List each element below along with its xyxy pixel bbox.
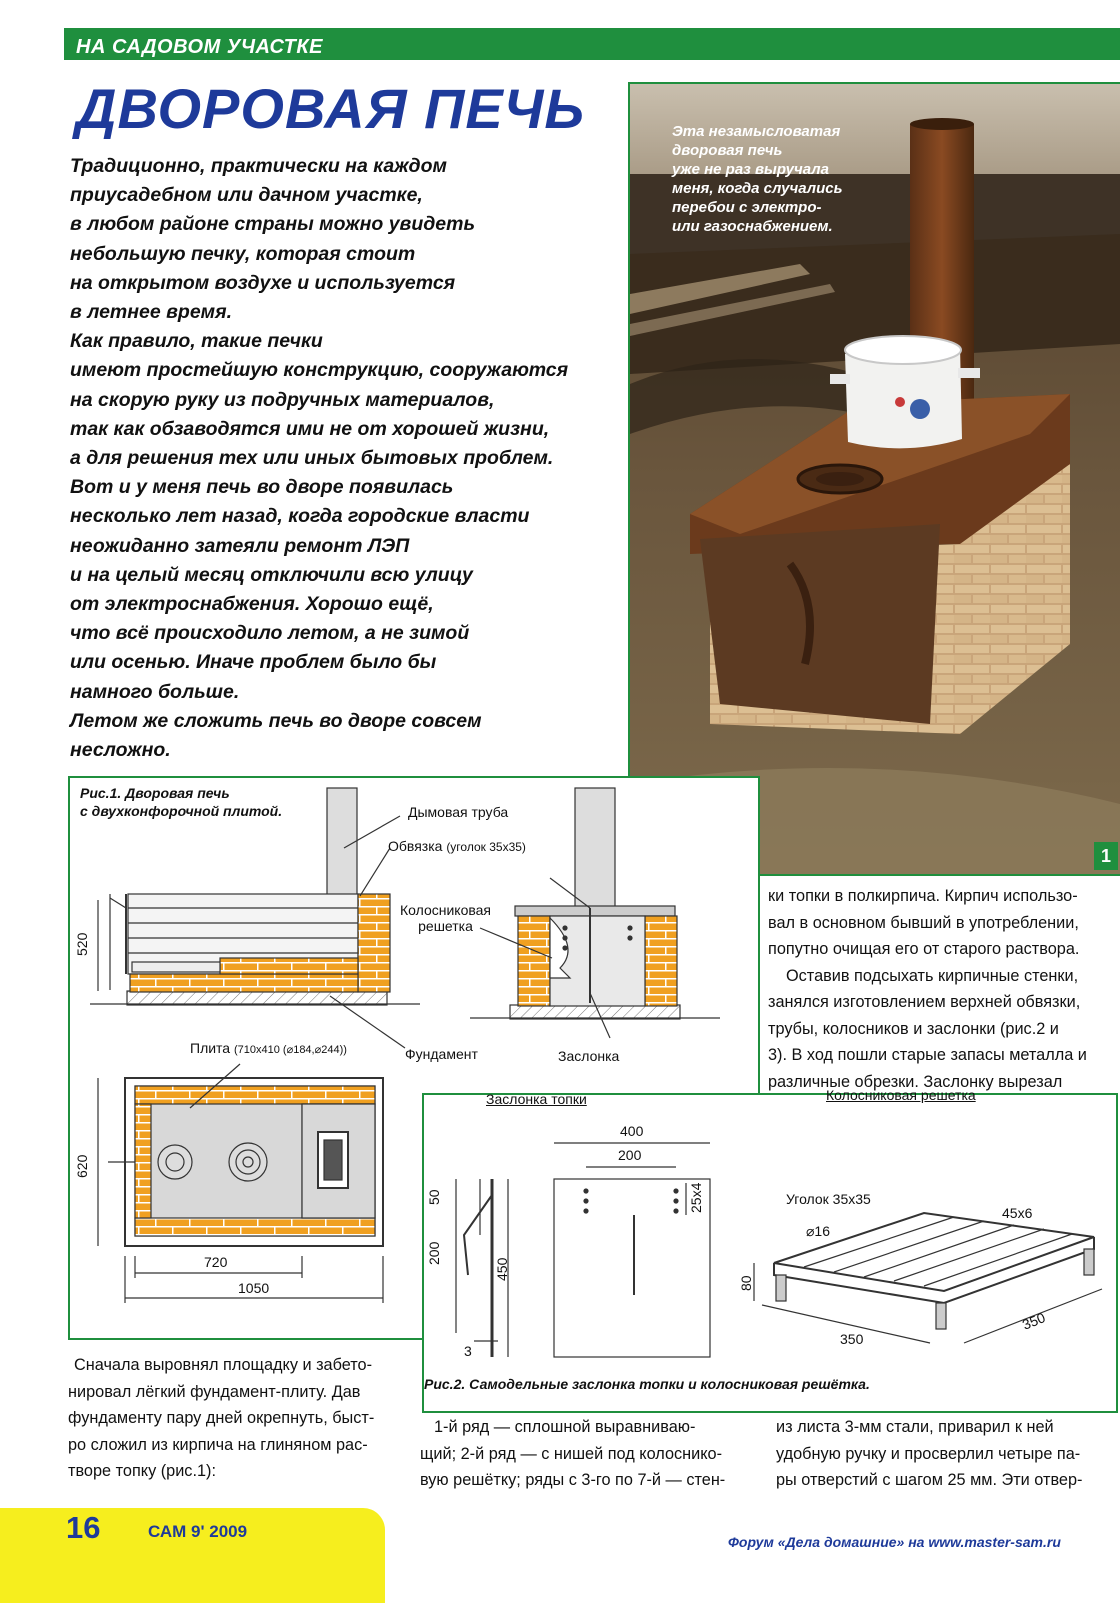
dim-25x4: 25х4: [688, 1182, 704, 1213]
dim-inner: 720: [204, 1254, 228, 1270]
figure-1-caption: [80, 784, 282, 820]
lead-line: от электроснабжения. Хорошо ещё,: [70, 593, 434, 616]
figure-2-drawing: [424, 1095, 1116, 1411]
lead-line: неожиданно затеяли ремонт ЛЭП: [70, 534, 410, 557]
body-line: щий; 2-й ряд — с нишей под колоснико-: [420, 1444, 723, 1463]
body-line: ро сложил из кирпича на глиняном рас-: [68, 1435, 368, 1454]
lead-line: намного больше.: [70, 680, 240, 703]
label-plate-text: Плита: [190, 1040, 231, 1056]
label-grate-line: решетка: [418, 918, 473, 934]
label-frame-note: (уголок 35х35): [446, 840, 526, 854]
body-line: попутно очищая его от старого раствора.: [768, 940, 1080, 958]
lead-line: несколько лет назад, когда городские власти: [70, 505, 530, 528]
lead-line: на скорую руку из подручных материалов,: [70, 388, 495, 411]
dim-total: 1050: [238, 1280, 270, 1296]
caption-line: Эта незамысловатая: [672, 123, 841, 140]
body-line: удобную ручку и просверлил четыре па-: [776, 1444, 1081, 1463]
body-line: 3). В ход пошли старые запасы металла и: [768, 1046, 1087, 1064]
lead-line: имеют простейшую конструкцию, сооружаются: [70, 359, 569, 382]
page-number: 16: [66, 1510, 101, 1545]
dim-350a: 350: [840, 1331, 864, 1347]
label-angle: Уголок 35х35: [786, 1191, 871, 1207]
label-chimney: Дымовая труба: [408, 804, 509, 820]
label-grate-line: Колосниковая: [400, 902, 492, 918]
dim-50: 50: [426, 1189, 442, 1205]
dim-3: 3: [464, 1343, 472, 1359]
lead-line: Вот и у меня печь во дворе появилась: [70, 476, 454, 499]
label-plate-note: (710х410 (⌀184,⌀244)): [233, 1044, 347, 1056]
lead-line: а для решения тех или иных бытовых проблем.: [70, 447, 554, 470]
lead-line: и на целый месяц отключили всю улицу: [70, 563, 473, 586]
page-title: ДВОРОВАЯ ПЕЧЬ: [76, 77, 586, 140]
lead-line: или осенью. Иначе проблем было бы: [70, 651, 437, 674]
caption-line: Рис.1. Дворовая печь: [80, 785, 230, 801]
lead-line: что всё происходило летом, а не зимой: [70, 622, 470, 645]
label-damper: Заслонка: [558, 1048, 620, 1064]
photo-number: 1: [1094, 842, 1118, 870]
label-plate: [190, 1040, 347, 1056]
body-line: Оставив подсыхать кирпичные стенки,: [786, 966, 1079, 985]
body-col-right-bottom: [776, 1414, 1116, 1494]
label-foundation: Фундамент: [405, 1046, 478, 1062]
lead-line: на открытом воздухе и используется: [70, 271, 456, 294]
figure-2-caption: Рис.2. Самодельные заслонка топки и колосниковая решётка.: [424, 1376, 870, 1392]
lead-line: Как правило, такие печки: [70, 330, 323, 353]
dim-dia16: ⌀16: [806, 1223, 831, 1239]
forum-link[interactable]: Форум «Дела домашние» на www.master-sam.ru: [728, 1534, 1061, 1550]
dim-200h: 200: [426, 1241, 442, 1265]
body-col-mid-bottom: [420, 1414, 750, 1494]
grate-title: Колосниковая решетка: [826, 1087, 976, 1103]
dim-depth: 620: [74, 1154, 90, 1178]
body-line: 1-й ряд — сплошной выравниваю-: [434, 1418, 696, 1436]
body-line: Сначала выровнял площадку и забето-: [74, 1356, 373, 1374]
lead-text: [70, 152, 620, 765]
body-line: из листа 3-мм стали, приварил к ней: [776, 1418, 1054, 1436]
body-line: вую решётку; ряды с 3-го по 7-й — стен-: [420, 1471, 726, 1489]
lead-line: в любом районе страны можно увидеть: [70, 213, 476, 236]
body-line: различные обрезки. Заслонку вырезал: [768, 1072, 1063, 1091]
body-line: ки топки в полкирпича. Кирпич использо-: [768, 887, 1078, 905]
lead-line: несложно.: [70, 739, 171, 762]
caption-line: с двухконфорочной плитой.: [80, 803, 283, 819]
caption-line: перебои с электро-: [672, 199, 822, 216]
label-frame-text: Обвязка: [388, 838, 443, 854]
dim-height: 520: [74, 932, 90, 956]
body-line: трубы, колосников и заслонки (рис.2 и: [768, 1019, 1059, 1038]
section-label: НА САДОВОМ УЧАСТКЕ: [76, 36, 323, 58]
figure-2: [422, 1087, 1118, 1413]
photo-caption: [672, 122, 882, 236]
body-line: занялся изготовлением верхней обвязки,: [768, 993, 1081, 1011]
dim-200w: 200: [618, 1147, 642, 1163]
body-col-right-top: [768, 883, 1113, 1095]
damper-title: Заслонка топки: [486, 1091, 587, 1107]
caption-line: или газоснабжением.: [672, 218, 833, 235]
dim-450: 450: [494, 1257, 510, 1281]
lead-line: небольшую печку, которая стоит: [70, 242, 416, 265]
body-line: нировал лёгкий фундамент-плиту. Дав: [68, 1382, 361, 1401]
lead-line: так как обзаводятся ими не от хорошей жизни,: [70, 417, 550, 440]
body-line: вал в основном бывший в употреблении,: [768, 913, 1079, 932]
caption-line: дворовая печь: [672, 142, 783, 159]
lead-line: Традиционно, практически на каждом: [70, 155, 447, 177]
caption-line: уже не раз выручала: [672, 161, 829, 178]
label-grate: [400, 902, 491, 934]
body-col-left-bottom: [68, 1352, 408, 1485]
caption-line: меня, когда случались: [672, 180, 843, 197]
label-frame: [388, 838, 526, 854]
lead-line: в летнее время.: [70, 301, 232, 324]
dim-80: 80: [738, 1275, 754, 1291]
dim-400: 400: [620, 1123, 644, 1139]
dim-45x6: 45х6: [1002, 1205, 1033, 1221]
body-line: ры отверстий с шагом 25 мм. Эти отвер-: [776, 1471, 1083, 1489]
issue-label: САМ 9' 2009: [148, 1522, 248, 1541]
lead-line: приусадебном или дачном участке,: [70, 184, 423, 207]
body-line: фундаменту пару дней окрепнуть, быст-: [68, 1409, 375, 1427]
dim-350b: 350: [1019, 1309, 1048, 1333]
body-line: творе топку (рис.1):: [68, 1462, 216, 1480]
lead-line: Летом же сложить печь во дворе совсем: [70, 709, 482, 732]
